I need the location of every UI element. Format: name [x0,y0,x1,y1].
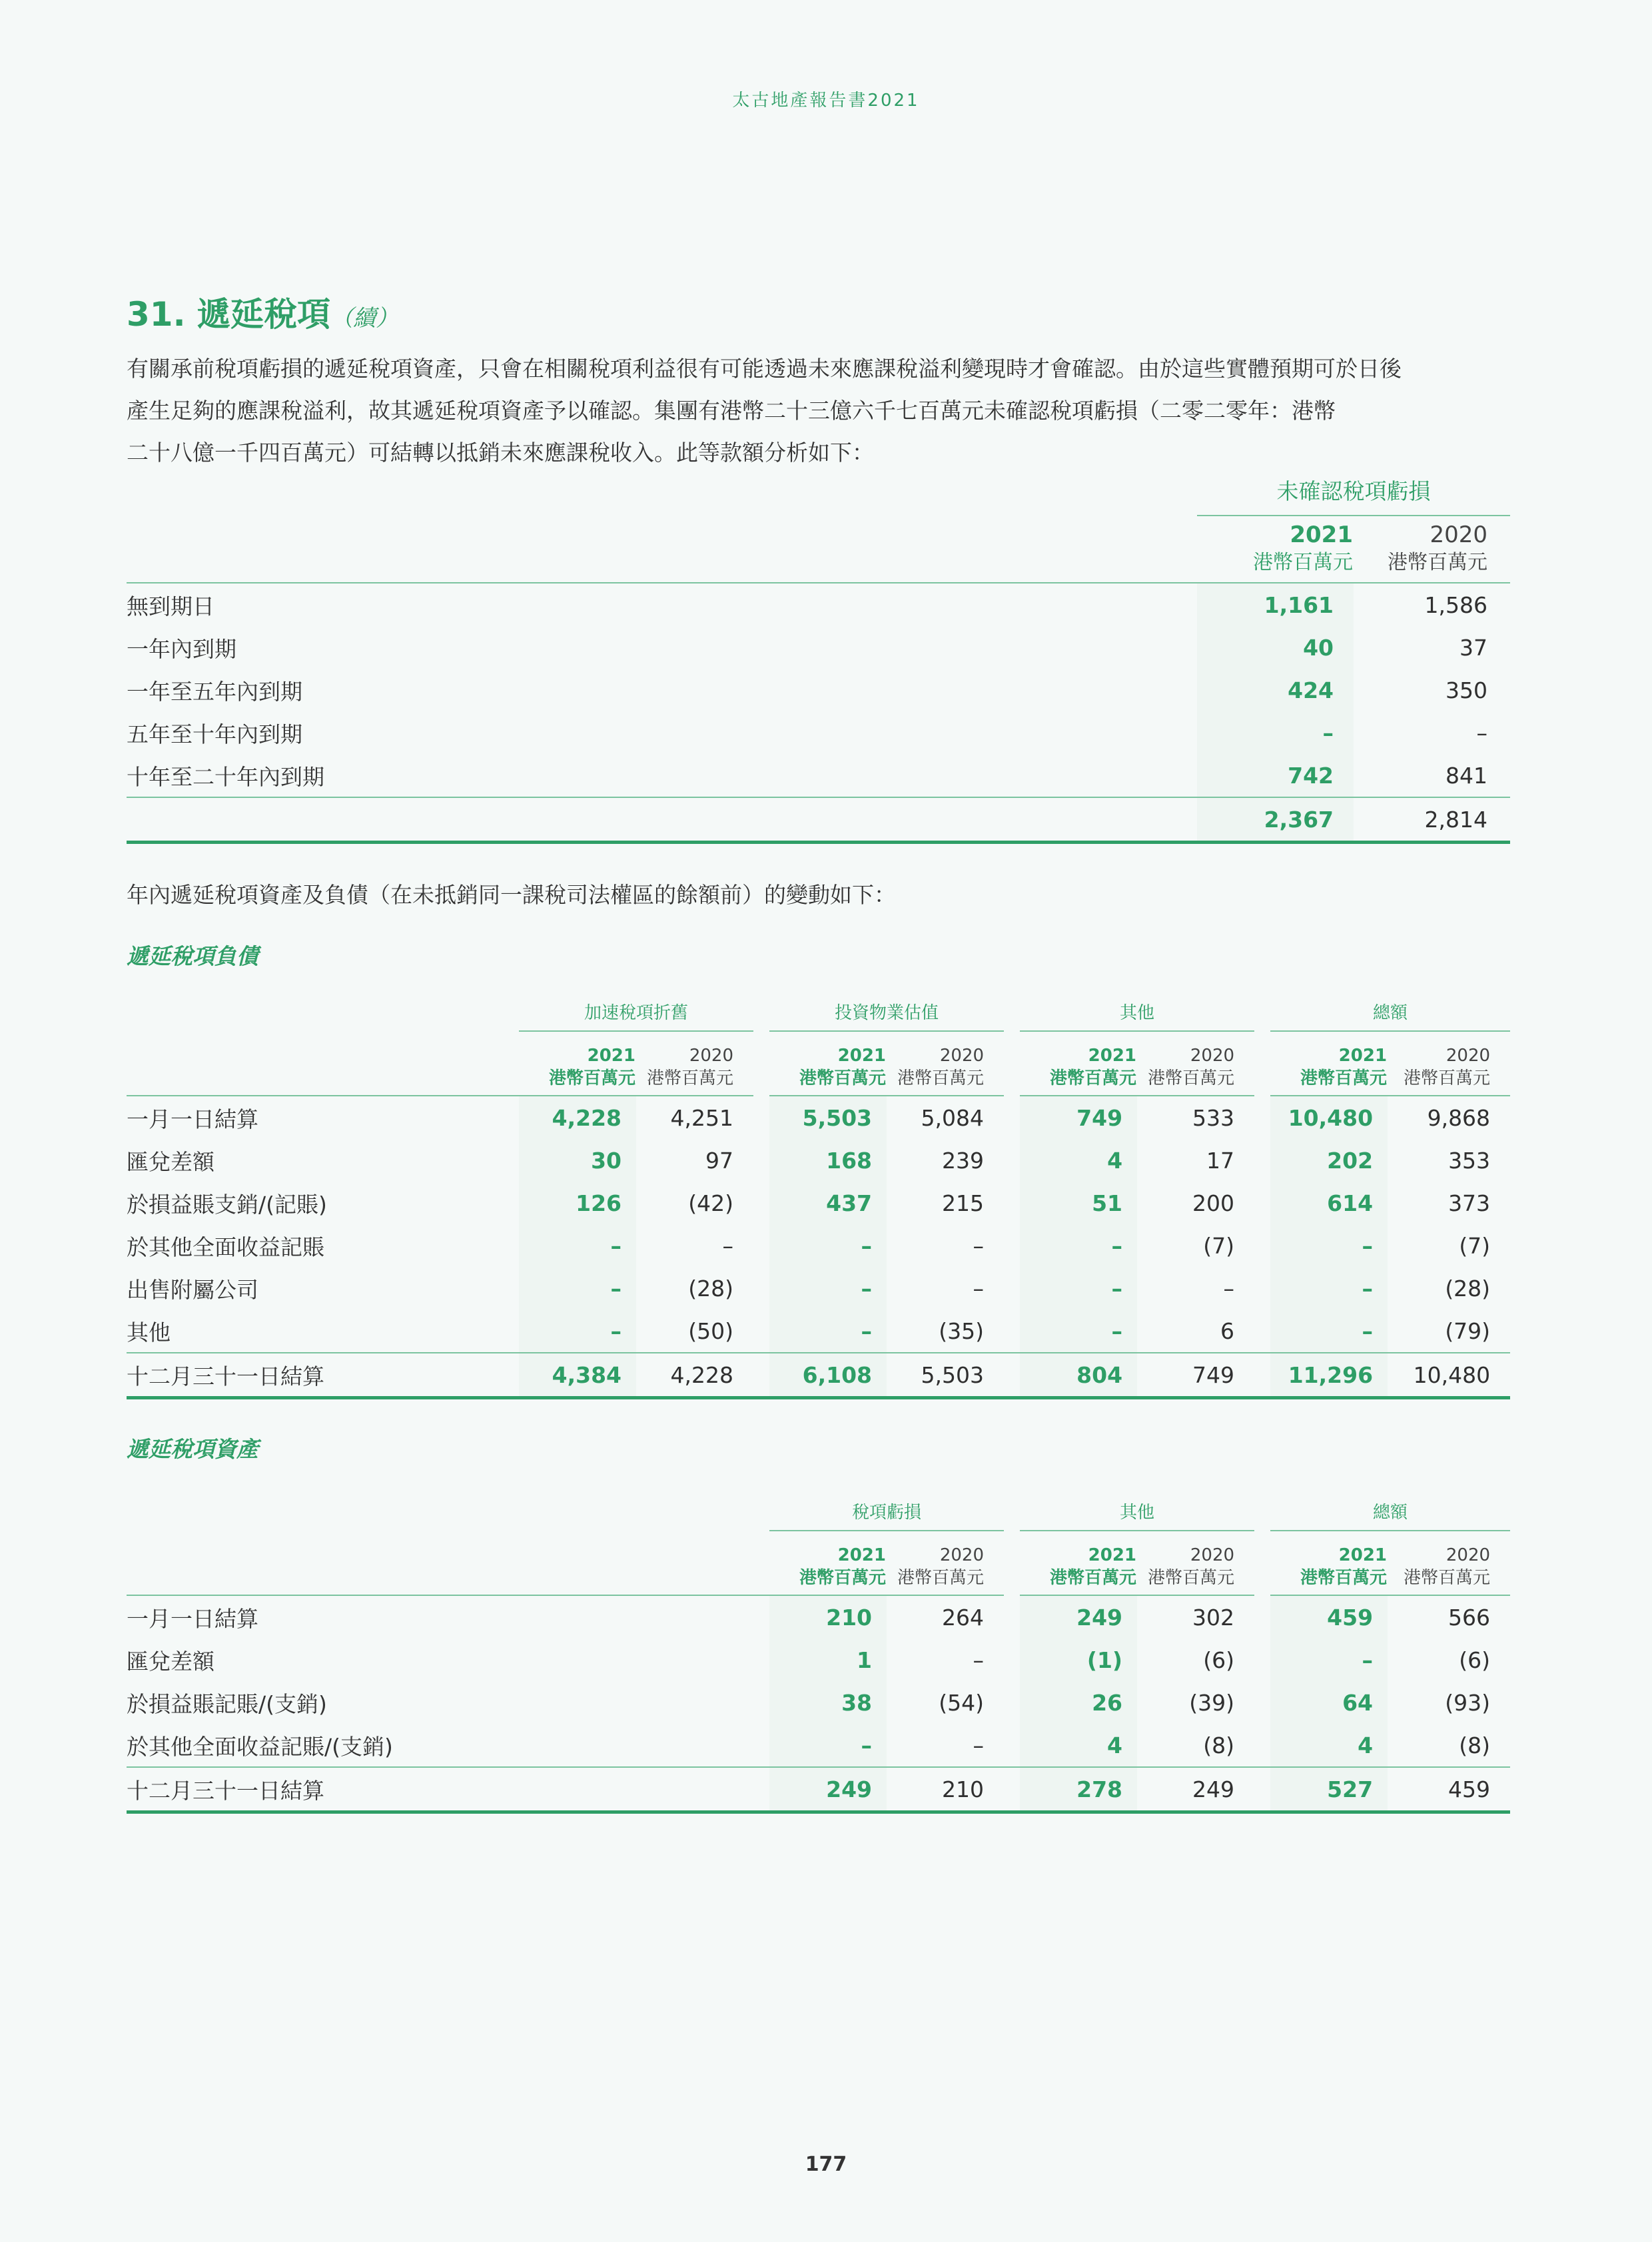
value-2021: – [769,1267,887,1309]
value-2020: 841 [1446,762,1487,789]
value-2021: 249 [1020,1595,1137,1639]
value-2020: (8) [1459,1732,1491,1758]
column-gap [1254,1595,1270,1639]
tax-losses-table [127,474,1510,844]
table-row [127,1595,1510,1639]
group-header: 稅項虧損 [769,1499,1004,1531]
value-2020: 5,084 [921,1104,985,1131]
paragraph-line: 有關承前稅項虧損的遞延稅項資產，只會在相關稅項利益很有可能透過未來應課稅溢利變現時才會確認。由於這些實體預期可於日後 [127,356,1402,382]
report-header: 太古地產報告書2021 [732,91,920,111]
group-header: 總額 [1270,1499,1510,1531]
year-header-2020: 2020 港幣百萬元 [887,1031,1004,1096]
value-2021: 4,228 [519,1096,636,1139]
row-label: 其他 [127,1319,171,1345]
value-2021: 10,480 [1270,1096,1388,1139]
value-2020: 9,868 [1427,1104,1491,1131]
row-label: 於損益賬支銷/(記賬) [127,1191,327,1218]
year-header-2020: 2020 港幣百萬元 [1354,516,1510,583]
column-gap [753,1267,769,1309]
row-label: 匯兌差額 [127,1148,214,1175]
group-header: 其他 [1020,999,1254,1031]
column-gap [753,1096,769,1139]
value-2021: 4,384 [519,1353,636,1398]
column-gap [1004,1182,1020,1224]
value-2021: – [769,1224,887,1267]
value-2021: 278 [1020,1767,1137,1812]
column-gap [1254,1724,1270,1767]
value-2021: 1,161 [1197,583,1354,626]
paragraph-line: 二十八億一千四百萬元）可結轉以抵銷未來應課稅收入。此等款額分析如下： [127,440,874,466]
group-header: 其他 [1020,1499,1254,1531]
value-2021: 249 [769,1767,887,1812]
value-2021: 38 [769,1681,887,1724]
value-2021: 742 [1197,754,1354,797]
value-2021: 168 [769,1139,887,1182]
year-header-2021: 2021 港幣百萬元 [519,1031,636,1096]
value-2020: (28) [688,1275,734,1302]
value-2021: 4 [1020,1724,1137,1767]
table-row [127,1096,1510,1139]
value-2020: 533 [1192,1104,1235,1131]
value-2021: – [1020,1224,1137,1267]
value-2021: – [1270,1639,1388,1681]
column-gap [1004,1639,1020,1681]
value-2021: – [1197,711,1354,754]
group-header: 總額 [1270,999,1510,1031]
column-gap [1004,1096,1020,1139]
value-2020: – [973,1232,985,1259]
column-gap [1004,1724,1020,1767]
column-gap [753,1182,769,1224]
value-2020: (93) [1445,1689,1491,1716]
value-2020: 215 [942,1190,985,1216]
value-2021: – [1020,1267,1137,1309]
value-2021: – [1020,1309,1137,1353]
section-continued: （續） [330,305,398,332]
column-gap [753,1224,769,1267]
column-gap [1004,1595,1020,1639]
value-2021: – [769,1309,887,1353]
value-2021: 26 [1020,1681,1137,1724]
column-gap [1254,1353,1270,1398]
tax-losses-group-header: 未確認稅項虧損 [1197,474,1510,516]
value-2021: – [1270,1267,1388,1309]
table-total-row [127,797,1510,843]
value-2020: 566 [1448,1604,1491,1631]
value-2021: 459 [1270,1595,1388,1639]
value-2021: 437 [769,1182,887,1224]
table-row [127,1139,1510,1182]
value-2020: 5,503 [887,1353,1004,1398]
value-2020: – [973,1275,985,1302]
value-2020: 350 [1446,677,1487,703]
value-2020: 4,251 [670,1104,734,1131]
value-2021: 30 [519,1139,636,1182]
table-row [127,1309,1510,1353]
column-gap [1254,1639,1270,1681]
table-total-row [127,1353,1510,1398]
row-label: 於其他全面收益記賬/(支銷) [127,1733,393,1760]
column-gap [1004,1531,1020,1595]
column-gap [1254,1031,1270,1096]
value-2020: 4,228 [636,1353,753,1398]
assets-heading: 遞延稅項資產 [127,1436,258,1462]
column-gap [1254,1224,1270,1267]
table-total-row [127,1767,1510,1812]
value-2020: 210 [887,1767,1004,1812]
movement-intro: 年內遞延稅項資產及負債（在未抵銷同一課稅司法權區的餘額前）的變動如下： [127,882,896,908]
value-2020: 1,586 [1424,591,1487,618]
table-row [127,583,1510,626]
table-row [127,1724,1510,1767]
total-2021: 2,367 [1197,797,1354,843]
group-header: 加速稅項折舊 [519,999,753,1031]
year-header-2021: 2021 港幣百萬元 [1020,1031,1137,1096]
value-2021: – [769,1724,887,1767]
year-header-2021: 2021 港幣百萬元 [1270,1031,1388,1096]
table-row [127,669,1510,711]
value-2020: (35) [939,1317,985,1344]
value-2021: 6,108 [769,1353,887,1398]
value-2021: 749 [1020,1096,1137,1139]
year-header-2020: 2020 港幣百萬元 [1388,1031,1510,1096]
year-header-2021: 2021 港幣百萬元 [1197,516,1354,583]
value-2021: – [1270,1309,1388,1353]
value-2021: 4 [1020,1139,1137,1182]
row-label: 十二月三十一日結算 [127,1353,519,1398]
table-row [127,626,1510,669]
column-gap [1004,1139,1020,1182]
year-header-2020: 2020 港幣百萬元 [1137,1531,1254,1595]
year-header-2020: 2020 港幣百萬元 [636,1031,753,1096]
column-gap [753,1139,769,1182]
value-2020: (42) [688,1190,734,1216]
column-gap [1254,1767,1270,1812]
value-2021: 527 [1270,1767,1388,1812]
value-2020: (39) [1189,1689,1235,1716]
value-2021: 4 [1270,1724,1388,1767]
value-2020: – [973,1647,985,1673]
value-2020: 749 [1137,1353,1254,1398]
value-2021: – [519,1224,636,1267]
intro-paragraph [127,348,1512,474]
row-label: 五年至十年內到期 [127,721,302,747]
value-2020: 239 [942,1147,985,1174]
value-2020: (8) [1203,1732,1235,1758]
value-2021: 64 [1270,1681,1388,1724]
value-2021: 1 [769,1639,887,1681]
value-2020: 302 [1192,1604,1235,1631]
section-title-text: 31. 遞延稅項 [127,295,330,334]
total-2020: 2,814 [1354,797,1510,843]
column-gap [753,1031,769,1096]
column-gap [1004,1031,1020,1096]
liabilities-table [127,999,1510,1399]
row-label: 一年至五年內到期 [127,678,302,705]
table-row [127,1639,1510,1681]
year-header-2021: 2021 港幣百萬元 [769,1531,887,1595]
row-label: 出售附屬公司 [127,1276,258,1303]
value-2020: 373 [1448,1190,1491,1216]
liabilities-heading: 遞延稅項負債 [127,943,258,969]
column-gap [1254,1267,1270,1309]
row-label: 於其他全面收益記賬 [127,1234,324,1260]
value-2020: 17 [1206,1147,1235,1174]
header-spacer [127,1031,519,1096]
row-label: 於損益賬記賬/(支銷) [127,1690,327,1717]
value-2021: – [519,1267,636,1309]
row-label: 十二月三十一日結算 [127,1767,769,1812]
year-header-2020: 2020 港幣百萬元 [1388,1531,1510,1595]
section-title [127,288,398,336]
value-2020: (6) [1459,1647,1491,1673]
table-row [127,1267,1510,1309]
column-gap [753,1309,769,1353]
value-2021: 51 [1020,1182,1137,1224]
value-2021: 5,503 [769,1096,887,1139]
column-gap [1254,1531,1270,1595]
value-2020: 353 [1448,1147,1491,1174]
value-2021: 11,296 [1270,1353,1388,1398]
column-gap [1004,1224,1020,1267]
column-gap [1254,1096,1270,1139]
page-number: 177 [805,2153,847,2176]
table-row [127,1224,1510,1267]
value-2020: 10,480 [1388,1353,1510,1398]
column-gap [1004,1767,1020,1812]
year-header-2021: 2021 港幣百萬元 [1020,1531,1137,1595]
value-2020: (54) [939,1689,985,1716]
value-2021: 804 [1020,1353,1137,1398]
row-label: 一月一日結算 [127,1605,258,1632]
column-gap [1004,1353,1020,1398]
value-2021: 202 [1270,1139,1388,1182]
column-gap [1004,1681,1020,1724]
table-row [127,711,1510,754]
value-2021: 424 [1197,669,1354,711]
row-label: 一月一日結算 [127,1106,258,1132]
value-2020: 37 [1459,634,1487,661]
value-2020: (7) [1203,1232,1235,1259]
column-gap [753,1353,769,1398]
value-2020: 200 [1192,1190,1235,1216]
value-2020: – [1476,719,1487,746]
row-label: 十年至二十年內到期 [127,763,324,790]
year-header-2021: 2021 港幣百萬元 [1270,1531,1388,1595]
year-header-2021: 2021 港幣百萬元 [769,1031,887,1096]
column-gap [1004,1309,1020,1353]
value-2020: (79) [1445,1317,1491,1344]
value-2020: 264 [942,1604,985,1631]
value-2021: 210 [769,1595,887,1639]
table-row [127,754,1510,797]
value-2020: (50) [688,1317,734,1344]
row-label: 無到期日 [127,593,214,619]
year-header-2020: 2020 港幣百萬元 [1137,1031,1254,1096]
value-2021: 40 [1197,626,1354,669]
value-2020: 97 [705,1147,734,1174]
value-2020: (6) [1203,1647,1235,1673]
value-2020: – [973,1732,985,1758]
header-spacer [127,1531,769,1595]
value-2021: 614 [1270,1182,1388,1224]
column-gap [1254,1139,1270,1182]
value-2020: (28) [1445,1275,1491,1302]
table-row [127,1182,1510,1224]
value-2021: 126 [519,1182,636,1224]
group-header: 投資物業估值 [769,999,1004,1031]
value-2020: – [722,1232,734,1259]
column-gap [1254,1182,1270,1224]
assets-table [127,1499,1510,1814]
value-2020: 249 [1137,1767,1254,1812]
value-2021: – [519,1309,636,1353]
value-2020: (7) [1459,1232,1491,1259]
row-label: 一年內到期 [127,635,236,662]
value-2020: 459 [1388,1767,1510,1812]
paragraph-line: 產生足夠的應課稅溢利，故其遞延稅項資產予以確認。集團有港幣二十三億六千七百萬元未確認稅項虧損（二零二零年：港幣 [127,398,1336,424]
year-header-2020: 2020 港幣百萬元 [887,1531,1004,1595]
row-label: 匯兌差額 [127,1648,214,1675]
value-2020: – [1223,1275,1235,1302]
value-2020: 6 [1220,1317,1235,1344]
value-2021: (1) [1020,1639,1137,1681]
column-gap [1254,1681,1270,1724]
column-gap [1004,1267,1020,1309]
table-row [127,1681,1510,1724]
value-2021: – [1270,1224,1388,1267]
column-gap [1254,1309,1270,1353]
